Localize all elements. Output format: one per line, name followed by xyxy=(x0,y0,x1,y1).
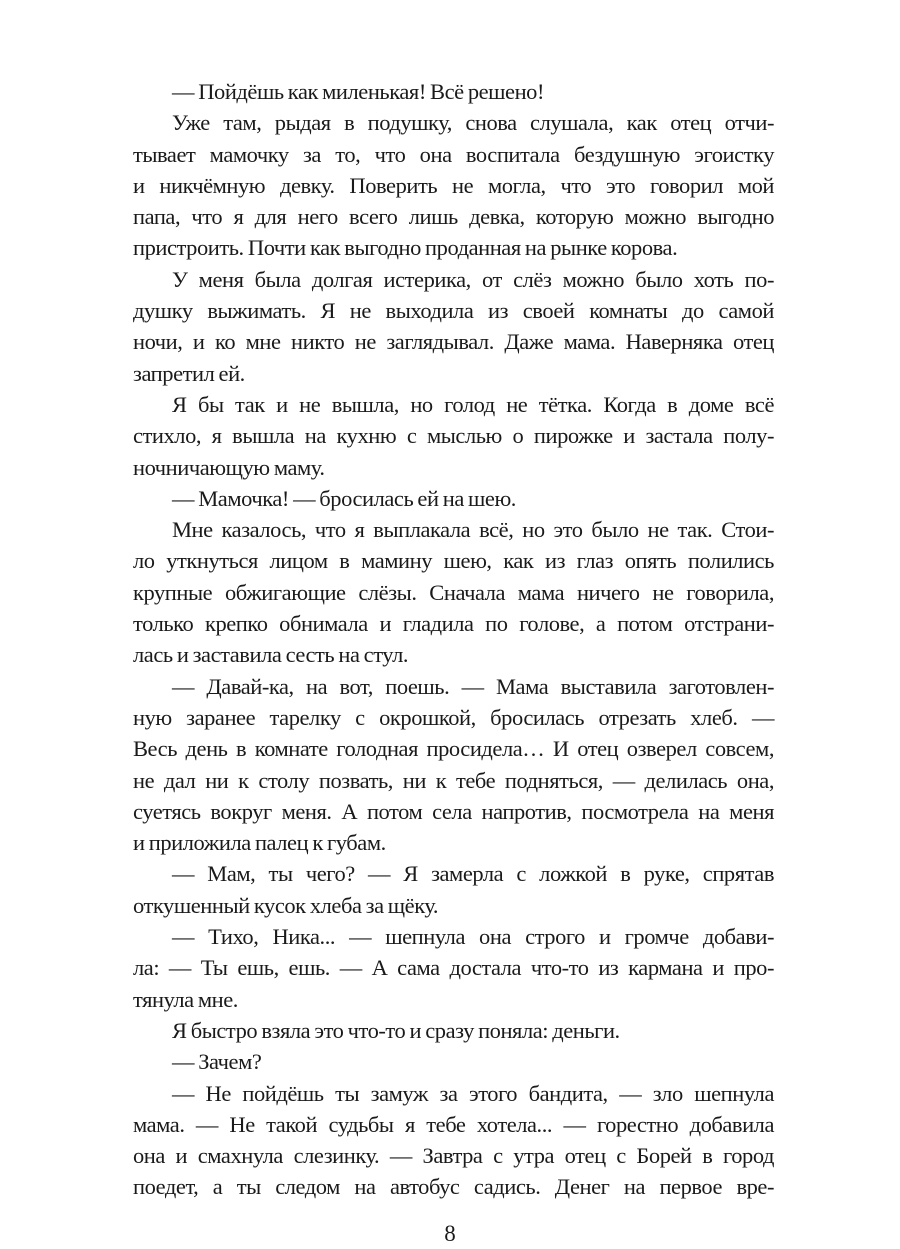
paragraph xyxy=(133,264,774,389)
page-number: 8 xyxy=(444,1220,456,1246)
text-line: — Мам, ты чего? — Я замерла с ложкой в руке, спрятав xyxy=(172,861,774,887)
text-line: мама. — Не такой судьбы я тебе хотела... — горестно добавила xyxy=(133,1111,774,1137)
text-line: и никчёмную девку. Поверить не могла, что это говорил мой xyxy=(133,172,774,198)
paragraph xyxy=(133,514,774,670)
text-line: душку выжимать. Я не выходила из своей комнаты до самой xyxy=(133,298,774,324)
text-line: — Не пойдёшь ты замуж за этого бандита, — зло шепнула xyxy=(172,1080,774,1106)
text-line: ночи, и ко мне никто не заглядывал. Даже мама. Наверняка отец xyxy=(133,329,774,355)
paragraph xyxy=(133,1078,774,1203)
paragraph xyxy=(133,1046,774,1077)
text-line: крупные обжигающие слёзы. Сначала мама ничего не говорила, xyxy=(133,579,774,605)
text-line: поедет, а ты следом на автобус садись. Денег на первое вре- xyxy=(133,1174,774,1200)
text-line: только крепко обнимала и гладила по голове, а потом отстрани- xyxy=(133,611,774,637)
text-line: — Пойдёшь как миленькая! Всё решено! xyxy=(172,79,545,104)
paragraph xyxy=(133,107,774,263)
text-line: суетясь вокруг меня. А потом села напротив, посмотрела на меня xyxy=(133,798,774,824)
text-line: — Тихо, Ника... — шепнула она строго и громче добави- xyxy=(172,924,774,950)
text-line: тывает мамочку за то, что она воспитала бездушную эгоистку xyxy=(133,141,774,167)
text-line: и приложила палец к губам. xyxy=(133,830,386,856)
text-line: пристроить. Почти как выгодно проданная на рынке корова. xyxy=(133,235,678,261)
text-line: ло уткнуться лицом в мамину шею, как из глаз опять полились xyxy=(133,548,774,574)
text-line: Уже там, рыдая в подушку, снова слушала, как отец отчи- xyxy=(172,110,774,136)
paragraph xyxy=(133,858,774,921)
text-line: стихло, я вышла на кухню с мыслью о пирожке и застала полу- xyxy=(133,423,774,449)
page xyxy=(0,76,900,1249)
text-line: Я бы так и не вышла, но голод не тётка. Когда в доме всё xyxy=(172,391,774,417)
paragraph xyxy=(133,1015,774,1046)
paragraph xyxy=(133,76,774,107)
text-line: ночничающую маму. xyxy=(133,454,325,480)
paragraph xyxy=(133,483,774,514)
text-line: Весь день в комнате голодная просидела… И отец озверел совсем, xyxy=(133,736,774,762)
text-line: Мне казалось, что я выплакала всё, но это было не так. Стои- xyxy=(172,517,774,543)
paragraph xyxy=(133,671,774,859)
text-line: не дал ни к столу позвать, ни к тебе подняться, — делилась она, xyxy=(133,767,774,793)
text-line: тянула мне. xyxy=(133,986,238,1012)
paragraph xyxy=(133,389,774,483)
text-line: откушенный кусок хлеба за щёку. xyxy=(133,892,439,918)
text-line: У меня была долгая истерика, от слёз можно было хоть по- xyxy=(172,266,774,292)
text-line: — Давай-ка, на вот, поешь. — Мама выставила заготовлен- xyxy=(172,673,774,699)
text-line: — Мамочка! — бросилась ей на шею. xyxy=(172,485,516,511)
text-line: запретил ей. xyxy=(133,360,245,386)
text-line: она и смахнула слезинку. — Завтра с утра отец с Борей в город xyxy=(133,1143,774,1169)
text-line: — Зачем? xyxy=(172,1049,262,1075)
text-line: Я быстро взяла это что-то и сразу поняла: деньги. xyxy=(172,1017,620,1043)
text-line: ную заранее тарелку с окрошкой, бросилась отрезать хлеб. — xyxy=(133,704,774,730)
text-line: лась и заставила сесть на стул. xyxy=(133,642,409,668)
text-line: папа, что я для него всего лишь девка, которую можно выгодно xyxy=(133,204,774,230)
paragraph xyxy=(133,921,774,1015)
page-body xyxy=(133,76,774,1203)
text-line: ла: — Ты ешь, ешь. — А сама достала что-то из кармана и про- xyxy=(133,955,774,981)
